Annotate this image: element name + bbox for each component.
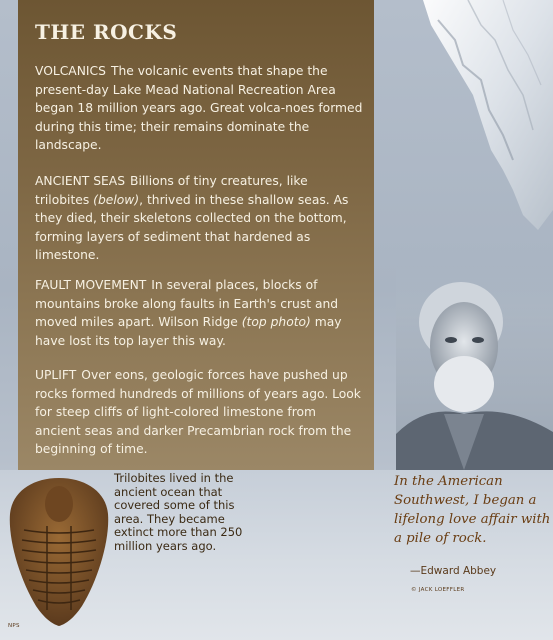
section-heading: ANCIENT SEAS <box>35 174 126 188</box>
photo-credit: © JACK LOEFFLER <box>411 587 465 593</box>
section-text: , thrived in these shallow seas. As they died, their skeletons collected on the bottom, forming layers of sediment that hardened as limestone. <box>35 192 349 263</box>
section-text: Over eons, geologic forces have pushed up rocks formed hundreds of millions of years ago. Look for steep cliffs of light-colored limestone from ancient seas and darker Precambrian rock from the beginning of time. <box>35 368 361 457</box>
edward-abbey-portrait-image <box>396 264 553 470</box>
section-heading: VOLCANICS <box>35 64 106 78</box>
trilobite-caption: Trilobites lived in the ancient ocean that covered some of this area. They became extinct more than 250 million years ago. <box>114 471 243 553</box>
section-ancient-seas <box>35 172 365 265</box>
section-text: Billions of tiny creatures, like trilobites <box>35 174 308 207</box>
section-text-italic: (below) <box>93 192 140 207</box>
trilobite-fossil-image <box>2 470 116 630</box>
section-uplift <box>35 366 365 459</box>
nps-credit: NPS <box>8 623 20 629</box>
section-text: In several places, blocks of mountains broke along faults in Earth's crust and moved miles apart. Wilson Ridge <box>35 278 339 330</box>
section-text: The volcanic events that shape the present-day Lake Mead National Recreation Area began 18 million years ago. Great volca-noes formed during this time; their remains dominate the landscape. <box>35 64 363 153</box>
section-fault-movement <box>35 276 365 350</box>
quote-attribution: —Edward Abbey <box>410 565 497 577</box>
abbey-quote: In the American Southwest, I began a lifelong love affair with a pile of rock. <box>394 474 551 546</box>
section-heading: FAULT MOVEMENT <box>35 278 147 292</box>
section-volcanics <box>35 62 365 155</box>
section-heading: UPLIFT <box>35 368 77 382</box>
page-title: THE ROCKS <box>35 20 178 44</box>
section-text: may have lost its top layer this way. <box>35 315 342 348</box>
section-text-italic: (top photo) <box>241 315 311 330</box>
